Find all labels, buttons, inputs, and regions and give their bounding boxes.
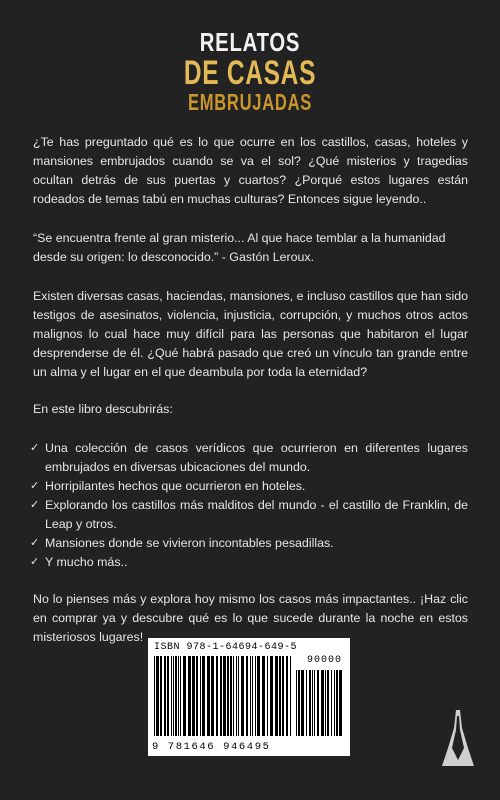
existen-paragraph: Existen diversas casas, haciendas, mansiones, e incluso castillos que han sido testigos de asesinatos, violencia, injusticia, corrupción, y muchos otros actos malignos lo cual hace muy difícil para las personas que habitaron el lugar desprenderse de él. ¿Qué habrá pasado que creó un vínculo tan grande entre un alma y el lugar en el que deambula por toda la eternidad? (33, 289, 468, 379)
book-title (0, 28, 500, 114)
barcode-bar (154, 656, 155, 736)
closing-paragraph: No lo pienses más y explora hoy mismo los casos más impactantes.. ¡Haz clic en comprar ya y descubre qué es lo que sucede durante la noche en estos misteriosos lugares! (33, 592, 468, 644)
check-icon: ✓ (30, 480, 40, 492)
barcode-bar (325, 670, 326, 736)
title-line-3: EMBRUJADAS (187, 89, 313, 115)
barcode-bar (180, 656, 181, 736)
barcode-bar (339, 670, 342, 736)
list-item (30, 439, 468, 477)
barcode-bar (178, 656, 179, 736)
barcode-bar (314, 670, 315, 736)
isbn-barcode (148, 638, 350, 756)
barcode-bar (301, 670, 304, 736)
barcode-bar (216, 656, 218, 736)
price-code-label: 90000 (306, 655, 342, 666)
barcode-bar (220, 656, 222, 736)
barcode-bar (164, 656, 166, 736)
barcode-bar (290, 656, 291, 736)
barcode-bar (246, 656, 248, 736)
barcode-bar (282, 656, 284, 736)
barcode-bar (236, 656, 237, 736)
publisher-logo-icon (440, 708, 476, 768)
list-item-text: Y mucho más.. (45, 555, 128, 569)
list-item (30, 534, 468, 553)
barcode-bar (167, 656, 169, 736)
barcode-bar (156, 656, 159, 736)
list-item-text: Horripilantes hechos que ocurrieron en hoteles. (45, 479, 306, 493)
barcode-bar (267, 656, 268, 736)
barcode-bars (154, 656, 294, 738)
barcode-bar (252, 656, 253, 736)
barcode-bar (230, 656, 232, 736)
list-item-text: Explorando los castillos más malditos del mundo - el castillo de Franklin, de Leap y otros. (45, 498, 468, 531)
check-icon: ✓ (30, 556, 40, 568)
isbn-label: ISBN 978-1-64694-649-5 (154, 642, 298, 653)
barcode-bar (241, 656, 244, 736)
barcode-bar (227, 656, 229, 736)
barcode-bar (306, 670, 307, 736)
price-barcode-bars (296, 670, 344, 738)
barcode-bar (223, 656, 226, 736)
barcode-bar (270, 656, 273, 736)
barcode-bar (211, 656, 214, 736)
barcode-bar (262, 656, 265, 736)
barcode-bar (192, 656, 195, 736)
list-item (30, 553, 468, 572)
quote-paragraph: “Se encuentra frente al gran misterio... Al que hace temblar a la humanidad desde su origen: lo desconocido.” - Gastón Leroux. (33, 231, 446, 264)
title-line-2: DE CASAS (183, 54, 317, 92)
barcode-bar (321, 670, 324, 736)
intro-paragraph: ¿Te has preguntado qué es lo que ocurre en los castillos, casas, hoteles y mansiones embrujados cuando se va el sol? ¿Qué misterios y tragedias ocultan detrás de sus puertas y cuartos? ¿Porqué estos lugares están rodeados de temas tabú en muchas culturas? Entonces sigue leyendo.. (33, 135, 468, 206)
barcode-bar (202, 656, 205, 736)
learn-heading: En este libro descubrirás: (33, 402, 173, 416)
barcode-bar (183, 656, 186, 736)
check-icon: ✓ (30, 499, 40, 511)
barcode-bar (188, 656, 191, 736)
list-item (30, 496, 468, 534)
barcode-bar (175, 656, 177, 736)
barcode-bar (173, 656, 174, 736)
barcode-bar (255, 656, 256, 736)
barcode-bar (296, 670, 297, 736)
barcode-bar (298, 670, 300, 736)
barcode-bar (279, 656, 281, 736)
barcode-bar (233, 656, 234, 736)
barcode-bar (327, 670, 329, 736)
barcode-bar (331, 670, 332, 736)
barcode-bar (309, 670, 311, 736)
title-line-1: RELATOS (199, 27, 301, 57)
barcode-bar (250, 656, 251, 736)
barcode-bar (160, 656, 162, 736)
blurb-text (30, 133, 468, 647)
list-item (30, 477, 468, 496)
barcode-bar (238, 656, 239, 736)
barcode-bar (275, 656, 278, 736)
barcode-bar (286, 656, 288, 736)
barcode-bar (257, 656, 260, 736)
barcode-bar (312, 670, 313, 736)
check-icon: ✓ (30, 537, 40, 549)
list-item-text: Mansiones donde se vivieron incontables pesadillas. (45, 536, 334, 550)
check-icon: ✓ (30, 442, 40, 454)
barcode-bar (207, 656, 210, 736)
feature-list (30, 439, 468, 572)
barcode-bar (336, 670, 338, 736)
barcode-bar (334, 670, 335, 736)
list-item-text: Una colección de casos verídicos que ocurrieron en diferentes lugares embrujados en diversas ubicaciones del mundo. (45, 441, 468, 474)
barcode-bar (196, 656, 198, 736)
barcode-digits: 9 781646 946495 (152, 741, 271, 753)
barcode-bar (317, 670, 319, 736)
barcode-bar (200, 656, 201, 736)
barcode-bar (171, 656, 172, 736)
